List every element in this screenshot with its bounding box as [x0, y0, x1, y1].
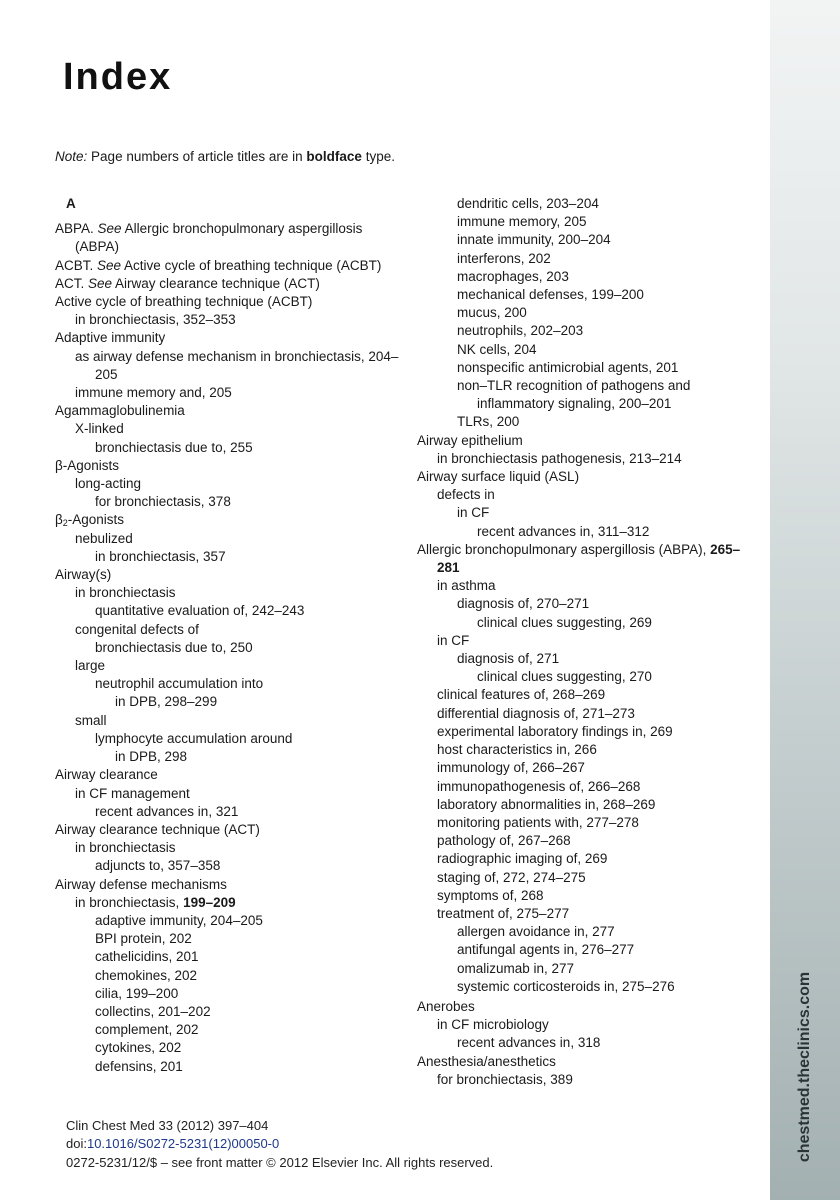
entry-text: radiographic imaging of, 269 [437, 851, 608, 867]
entry-text: clinical features of, 268–269 [437, 687, 606, 703]
entry-text: small [75, 712, 107, 728]
index-entry [417, 778, 762, 796]
index-entry [55, 712, 400, 730]
entry-text: allergen avoidance in, 277 [457, 924, 615, 940]
index-entry [417, 759, 762, 777]
entry-text: interferons, 202 [457, 250, 551, 266]
entry-text: congenital defects of [75, 621, 199, 637]
index-entry [55, 657, 400, 675]
entry-text: bronchiectasis due to, 255 [95, 439, 253, 455]
index-entry [55, 566, 400, 584]
entry-text: Airway clearance technique (ACT) [55, 821, 260, 837]
index-entry [417, 195, 762, 213]
index-column-left [55, 195, 400, 1076]
index-entry [55, 967, 400, 985]
index-entry [55, 311, 400, 329]
index-entry [417, 322, 762, 340]
subscript: 2 [62, 518, 68, 529]
index-entry [417, 1071, 762, 1089]
index-entry [417, 650, 762, 668]
entry-text: collectins, 201–202 [95, 1003, 211, 1019]
index-entry [55, 693, 400, 711]
entry-text: neutrophils, 202–203 [457, 323, 584, 339]
index-entry [417, 705, 762, 723]
index-entry [55, 930, 400, 948]
index-entry [417, 486, 762, 504]
index-note [55, 149, 395, 164]
entry-text: Airway clearance [55, 767, 158, 783]
entry-text: cytokines, 202 [95, 1040, 182, 1056]
see-reference: See [88, 275, 113, 291]
note-text-after: type. [365, 149, 395, 164]
entry-text: pathology of, 267–268 [437, 833, 571, 849]
index-entry [417, 923, 762, 941]
index-entry [417, 614, 762, 632]
index-entry [55, 548, 400, 566]
entry-text: systemic corticosteroids in, 275–276 [457, 978, 675, 994]
index-entry [55, 602, 400, 620]
index-entry [417, 595, 762, 613]
entry-text: diagnosis of, 271 [457, 651, 560, 667]
entry-text: non–TLR recognition of pathogens and inflammatory signaling, 200–201 [457, 378, 691, 412]
doi-link[interactable]: 10.1016/S0272-5231(12)00050-0 [86, 1136, 280, 1152]
index-entry [417, 377, 762, 413]
entry-text: immune memory and, 205 [75, 385, 232, 401]
index-entry [417, 723, 762, 741]
entry-text: for bronchiectasis, 389 [437, 1071, 573, 1087]
index-entry [417, 304, 762, 322]
article-footer [66, 1117, 493, 1172]
index-entry [417, 869, 762, 887]
entry-text: in bronchiectasis, 352–353 [75, 312, 236, 328]
entry-text: nebulized [75, 530, 133, 546]
entry-text: in CF [457, 505, 490, 521]
entry-text: as airway defense mechanism in bronchiectasis, 204–205 [75, 348, 399, 382]
entry-text: for bronchiectasis, 378 [95, 494, 231, 510]
entry-text: adaptive immunity, 204–205 [95, 912, 263, 928]
entry-text: dendritic cells, 203–204 [457, 196, 599, 211]
entry-text: Adaptive immunity [55, 330, 166, 346]
entry-text: in CF management [75, 785, 190, 801]
entry-text: staging of, 272, 274–275 [437, 869, 586, 885]
index-entry [417, 960, 762, 978]
index-entry [417, 577, 762, 595]
index-entry [417, 741, 762, 759]
index-entry [55, 821, 400, 839]
entry-text: Allergic bronchopulmonary aspergillosis (ABPA), [417, 541, 711, 557]
entry-text: immunopathogenesis of, 266–268 [437, 778, 641, 794]
entry-text: recent advances in, 311–312 [477, 523, 650, 539]
index-entry [55, 257, 400, 275]
index-entry [417, 905, 762, 923]
journal-website-url: chestmed.theclinics.com [796, 971, 813, 1163]
entry-text: clinical clues suggesting, 269 [477, 614, 652, 630]
index-entry [55, 511, 400, 529]
index-entry [55, 766, 400, 784]
index-entry [55, 293, 400, 311]
entry-text: β-Agonists [55, 457, 120, 473]
entry-text: lymphocyte accumulation around [95, 730, 293, 746]
index-entry [55, 1058, 400, 1076]
index-entry [417, 213, 762, 231]
index-entry [417, 1053, 762, 1071]
entry-text: BPI protein, 202 [95, 931, 192, 947]
index-entry [417, 413, 762, 431]
index-entry [417, 832, 762, 850]
entry-text: laboratory abnormalities in, 268–269 [437, 796, 656, 812]
index-entry [55, 857, 400, 875]
entry-text: Active cycle of breathing technique (ACBT) [121, 257, 382, 273]
entry-text: defensins, 201 [95, 1058, 183, 1074]
index-entry [417, 998, 762, 1016]
index-entry [417, 632, 762, 650]
entry-text: chemokines, 202 [95, 967, 198, 983]
entry-text: in bronchiectasis [75, 585, 176, 601]
section-letter-heading: A [66, 196, 76, 211]
entry-text: β [55, 512, 63, 528]
entry-text: Airway epithelium [417, 432, 523, 448]
see-reference: See [97, 257, 122, 273]
bold-page-range: 199–209 [183, 894, 236, 910]
entry-text: in CF microbiology [437, 1017, 549, 1033]
index-entry [55, 748, 400, 766]
index-entry [55, 384, 400, 402]
entry-text: recent advances in, 321 [95, 803, 239, 819]
entry-text: in bronchiectasis [75, 840, 176, 856]
index-entry [55, 1003, 400, 1021]
index-entry [55, 803, 400, 821]
left-entry-list [55, 220, 400, 1076]
entry-text: Anerobes [417, 998, 475, 1014]
entry-text: Agammaglobulinemia [55, 403, 185, 419]
index-entry [417, 686, 762, 704]
index-entry [417, 504, 762, 522]
index-entry [55, 530, 400, 548]
entry-text: nonspecific antimicrobial agents, 201 [457, 359, 679, 375]
entry-text: quantitative evaluation of, 242–243 [95, 603, 305, 619]
entry-text: innate immunity, 200–204 [457, 232, 611, 248]
index-entry [417, 523, 762, 541]
entry-text: Airway defense mechanisms [55, 876, 227, 892]
index-entry [417, 978, 762, 996]
index-entry [55, 402, 400, 420]
entry-text: in asthma [437, 578, 496, 594]
index-entry [55, 348, 400, 384]
index-entry [55, 420, 400, 438]
index-entry [55, 639, 400, 657]
entry-text: in bronchiectasis, 357 [95, 548, 226, 564]
note-text-before: Page numbers of article titles are in [91, 149, 303, 164]
index-entry [417, 887, 762, 905]
index-entry [417, 286, 762, 304]
entry-text: TLRs, 200 [457, 414, 520, 430]
entry-text: cilia, 199–200 [95, 985, 179, 1001]
entry-text: treatment of, 275–277 [437, 905, 570, 921]
index-entry [417, 541, 762, 577]
entry-text: Airway surface liquid (ASL) [417, 469, 580, 485]
index-entry [55, 1021, 400, 1039]
bold-page-range: 265–281 [437, 541, 741, 576]
entry-text: mechanical defenses, 199–200 [457, 287, 644, 303]
entry-text: Airway clearance technique (ACT) [112, 275, 320, 291]
index-entry [55, 329, 400, 347]
entry-text: complement, 202 [95, 1022, 199, 1038]
entry-text: NK cells, 204 [457, 341, 537, 357]
index-entry [417, 432, 762, 450]
entry-text: immune memory, 205 [457, 214, 587, 230]
index-entry [55, 912, 400, 930]
index-entry [417, 814, 762, 832]
index-entry [55, 785, 400, 803]
entry-text: large [75, 658, 106, 674]
index-entry [417, 941, 762, 959]
entry-text: -Agonists [67, 512, 125, 528]
entry-text: clinical clues suggesting, 270 [477, 669, 652, 685]
entry-text: adjuncts to, 357–358 [95, 858, 221, 874]
index-entry [417, 250, 762, 268]
entry-text: defects in [437, 487, 495, 503]
index-entry [417, 1016, 762, 1034]
page-title: Index [63, 56, 173, 98]
index-entry [55, 839, 400, 857]
index-entry [417, 850, 762, 868]
entry-text: host characteristics in, 266 [437, 742, 597, 758]
journal-citation: Clin Chest Med 33 (2012) 397–404 [66, 1118, 269, 1133]
entry-text: in bronchiectasis pathogenesis, 213–214 [437, 450, 682, 466]
index-entry [55, 275, 400, 293]
index-entry [55, 584, 400, 602]
entry-text: Airway(s) [55, 567, 112, 583]
index-entry [417, 668, 762, 686]
index-entry [55, 493, 400, 511]
index-entry [55, 675, 400, 693]
index-entry [417, 341, 762, 359]
entry-text: Allergic bronchopulmonary aspergillosis (ABPA) [75, 221, 363, 255]
entry-text: omalizumab in, 277 [457, 960, 575, 976]
index-entry [55, 475, 400, 493]
index-entry [417, 268, 762, 286]
entry-text: in CF [437, 632, 470, 648]
entry-text: symptoms of, 268 [437, 887, 544, 903]
note-bold-word: boldface [306, 149, 362, 164]
index-entry [417, 450, 762, 468]
index-entry [417, 231, 762, 249]
entry-text: macrophages, 203 [457, 268, 569, 284]
entry-text: antifungal agents in, 276–277 [457, 942, 635, 958]
entry-text: monitoring patients with, 277–278 [437, 814, 639, 830]
index-entry [417, 359, 762, 377]
entry-text: Active cycle of breathing technique (ACBT) [55, 294, 313, 310]
doi-line [66, 1135, 493, 1153]
index-entry [55, 730, 400, 748]
index-entry [417, 1034, 762, 1052]
index-entry [417, 796, 762, 814]
index-entry [55, 1039, 400, 1057]
index-entry [55, 621, 400, 639]
entry-text: bronchiectasis due to, 250 [95, 639, 253, 655]
right-entry-list [417, 195, 762, 1089]
entry-text: diagnosis of, 270–271 [457, 596, 590, 612]
entry-text: experimental laboratory findings in, 269 [437, 723, 673, 739]
index-entry [55, 220, 400, 256]
entry-text: ABPA. [55, 221, 98, 237]
entry-text: Anesthesia/anesthetics [417, 1053, 556, 1069]
note-label: Note: [55, 149, 88, 164]
doi-label: doi: [66, 1136, 87, 1152]
see-reference: See [97, 221, 122, 237]
index-entry [55, 439, 400, 457]
index-column-right [417, 195, 762, 1089]
entry-text: in bronchiectasis, [75, 894, 184, 910]
index-entry [55, 985, 400, 1003]
index-entry [55, 876, 400, 894]
index-entry [55, 894, 400, 912]
entry-text: in DPB, 298–299 [115, 694, 218, 710]
entry-text: immunology of, 266–267 [437, 760, 585, 776]
entry-text: X-linked [75, 421, 124, 437]
entry-text: neutrophil accumulation into [95, 676, 264, 692]
index-entry [55, 457, 400, 475]
copyright-line: 0272-5231/12/$ – see front matter © 2012 Elsevier Inc. All rights reserved. [66, 1154, 494, 1170]
index-entry [417, 468, 762, 486]
entry-text: in DPB, 298 [115, 749, 188, 765]
entry-text: ACT. [55, 275, 89, 291]
index-entry [55, 948, 400, 966]
entry-text: mucus, 200 [457, 305, 527, 321]
entry-text: recent advances in, 318 [457, 1035, 601, 1051]
entry-text: cathelicidins, 201 [95, 949, 199, 965]
entry-text: ACBT. [55, 257, 98, 273]
entry-text: long-acting [75, 476, 142, 492]
entry-text: differential diagnosis of, 271–273 [437, 705, 635, 721]
